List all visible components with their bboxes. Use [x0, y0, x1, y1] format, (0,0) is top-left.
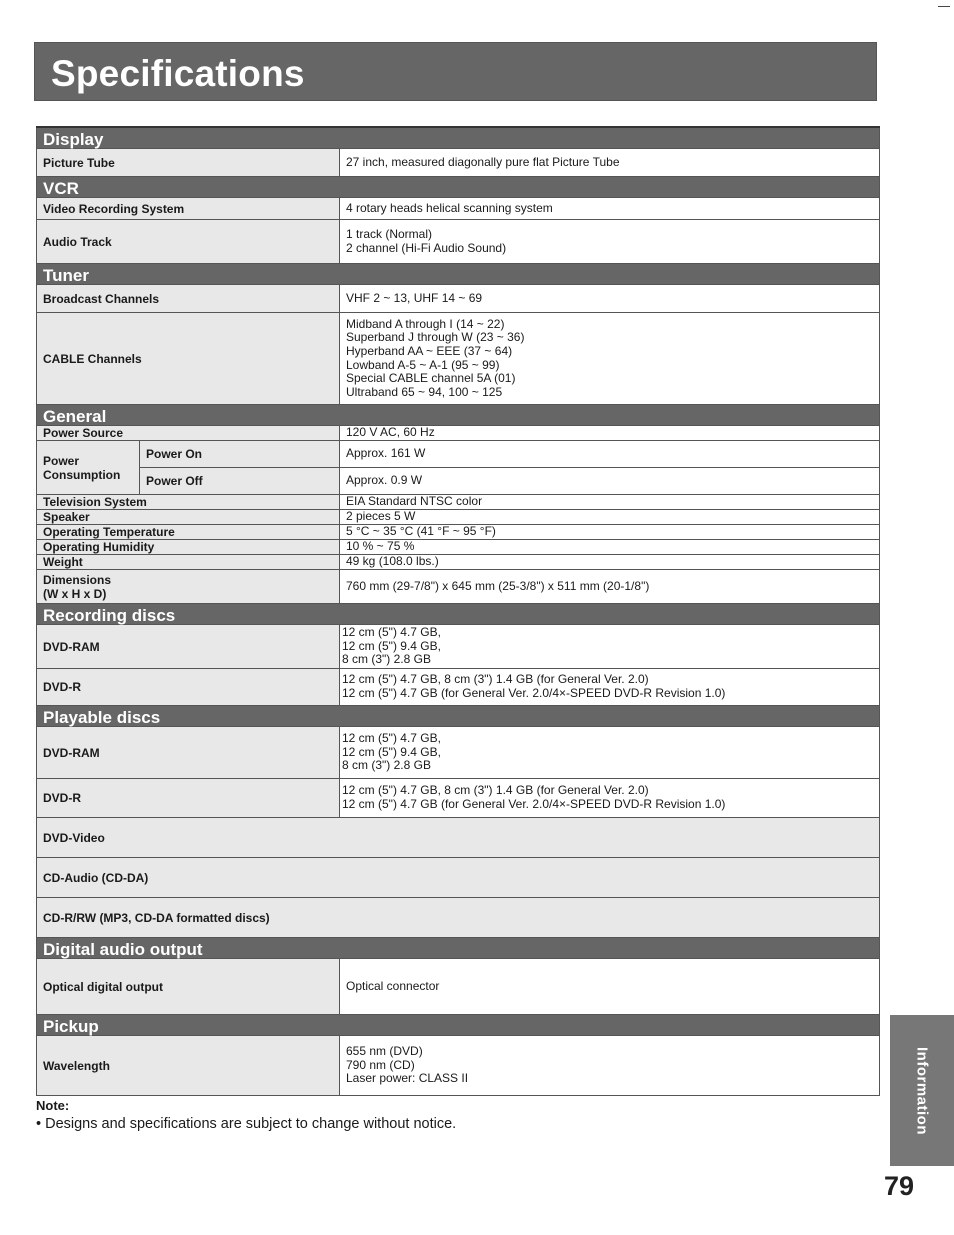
spec-value: 27 inch, measured diagonally pure flat Picture Tube [340, 149, 880, 177]
table-row [37, 818, 880, 858]
note-block [36, 1098, 856, 1133]
value-line: 790 nm (CD) [346, 1057, 415, 1072]
section-tuner [37, 264, 880, 285]
value-line: 12 cm (5") 4.7 GB, [342, 625, 441, 640]
table-row [37, 779, 880, 818]
note-title: Note: [36, 1098, 70, 1113]
spec-value: Optical connector [340, 959, 880, 1015]
table-row [37, 149, 880, 177]
section-heading: Display [37, 127, 880, 149]
table-row [37, 959, 880, 1015]
section-heading: Recording discs [37, 604, 880, 625]
table-row [37, 625, 880, 669]
page-title: Specifications [51, 53, 305, 94]
section-heading: Digital audio output [37, 938, 880, 959]
spec-label: Video Recording System [37, 198, 340, 220]
spec-label: Picture Tube [37, 149, 340, 177]
label-line: Power [43, 453, 80, 468]
spec-value: VHF 2 ~ 13, UHF 14 ~ 69 [340, 285, 880, 313]
value-line: 12 cm (5") 9.4 GB, [342, 638, 441, 653]
value-line: 12 cm (5") 4.7 GB, 8 cm (3") 1.4 GB (for General Ver. 2.0) [342, 672, 649, 687]
spec-value: EIA Standard NTSC color [340, 495, 880, 510]
label-line: Dimensions [43, 572, 112, 587]
table-row [37, 727, 880, 779]
value-line: Lowband A-5 ~ A-1 (95 ~ 99) [346, 357, 500, 372]
spec-label: Audio Track [37, 220, 340, 264]
value-line: 12 cm (5") 4.7 GB (for General Ver. 2.0/4×-SPEED DVD-R Revision 1.0) [342, 797, 726, 811]
table-row [37, 525, 880, 540]
table-row [37, 858, 880, 898]
value-line: 12 cm (5") 4.7 GB (for General Ver. 2.0/4×-SPEED DVD-R Revision 1.0) [342, 686, 726, 700]
title-bar [34, 42, 877, 101]
section-heading: Playable discs [37, 706, 880, 727]
section-digital-audio-output [37, 938, 880, 959]
section-pickup [37, 1015, 880, 1036]
table-row [37, 570, 880, 604]
table-row [37, 441, 880, 468]
crop-mark [938, 0, 950, 7]
page-number: 79 [884, 1171, 915, 1201]
spec-label [37, 570, 340, 604]
table-row [37, 540, 880, 555]
value-line: 655 nm (DVD) [346, 1044, 423, 1059]
spec-value [340, 625, 880, 669]
spec-label: CD-R/RW (MP3, CD-DA formatted discs) [37, 898, 880, 938]
table-row [37, 426, 880, 441]
spec-value [340, 313, 880, 405]
spec-label: Power Source [37, 426, 340, 441]
section-heading: VCR [37, 177, 880, 198]
spec-value [340, 779, 880, 818]
spec-value [340, 220, 880, 264]
specifications-table [36, 126, 880, 1096]
spec-label: Speaker [37, 510, 340, 525]
spec-label: DVD-RAM [37, 625, 340, 669]
spec-label: DVD-R [37, 779, 340, 818]
spec-value [340, 669, 880, 706]
spec-value [340, 727, 880, 779]
spec-value: Approx. 0.9 W [340, 468, 880, 495]
spec-value: 120 V AC, 60 Hz [340, 426, 880, 441]
section-general [37, 405, 880, 426]
value-line: Laser power: CLASS II [346, 1071, 469, 1086]
value-line: 12 cm (5") 4.7 GB, [342, 731, 441, 746]
spec-label: Operating Humidity [37, 540, 340, 555]
spec-value: 10 % ~ 75 % [340, 540, 880, 555]
spec-value: 5 °C ~ 35 °C (41 °F ~ 95 °F) [340, 525, 880, 540]
spec-label: DVD-Video [37, 818, 880, 858]
spec-label: CD-Audio (CD-DA) [37, 858, 880, 898]
table-row [37, 198, 880, 220]
value-line: Midband A through I (14 ~ 22) [346, 316, 505, 331]
spec-label: CABLE Channels [37, 313, 340, 405]
spec-label: Television System [37, 495, 340, 510]
section-display [37, 127, 880, 149]
spec-sublabel: Power On [140, 441, 340, 468]
section-heading: Tuner [37, 264, 880, 285]
value-line: Ultraband 65 ~ 94, 100 ~ 125 [346, 384, 503, 399]
value-line: Superband J through W (23 ~ 36) [346, 330, 525, 345]
table-row [37, 898, 880, 938]
value-line: Special CABLE channel 5A (01) [346, 371, 516, 386]
value-line: 1 track (Normal) [346, 226, 433, 241]
section-playable-discs [37, 706, 880, 727]
spec-sublabel: Power Off [140, 468, 340, 495]
value-line: 2 channel (Hi-Fi Audio Sound) [346, 240, 507, 255]
side-tab-label: Information [913, 1046, 931, 1135]
spec-value: 760 mm (29-7/8") x 645 mm (25-3/8") x 511 mm (20-1/8") [340, 570, 880, 604]
value-line: Hyperband AA ~ EEE (37 ~ 64) [346, 343, 513, 358]
spec-label: DVD-RAM [37, 727, 340, 779]
table-row [37, 669, 880, 706]
value-line: 12 cm (5") 9.4 GB, [342, 744, 441, 759]
spec-label: Wavelength [37, 1036, 340, 1096]
value-line: 8 cm (3") 2.8 GB [342, 652, 431, 667]
spec-label: Broadcast Channels [37, 285, 340, 313]
spec-label: Operating Temperature [37, 525, 340, 540]
spec-label [37, 441, 140, 495]
section-heading: Pickup [37, 1015, 880, 1036]
section-recording-discs [37, 604, 880, 625]
table-row [37, 285, 880, 313]
table-row [37, 1036, 880, 1096]
note-text: • Designs and specifications are subject to change without notice. [36, 1116, 457, 1132]
spec-label: DVD-R [37, 669, 340, 706]
section-heading: General [37, 405, 880, 426]
table-row [37, 510, 880, 525]
spec-value [340, 1036, 880, 1096]
table-row [37, 468, 880, 495]
table-row [37, 495, 880, 510]
spec-value: 2 pieces 5 W [340, 510, 880, 525]
value-line: 8 cm (3") 2.8 GB [342, 758, 431, 773]
spec-label: Weight [37, 555, 340, 570]
table-row [37, 555, 880, 570]
spec-value: 4 rotary heads helical scanning system [340, 198, 880, 220]
table-row [37, 313, 880, 405]
side-tab-information [890, 1015, 954, 1166]
table-row [37, 220, 880, 264]
spec-value: Approx. 161 W [340, 441, 880, 468]
spec-label: Optical digital output [37, 959, 340, 1015]
spec-value: 49 kg (108.0 lbs.) [340, 555, 880, 570]
section-vcr [37, 177, 880, 198]
value-line: 12 cm (5") 4.7 GB, 8 cm (3") 1.4 GB (for General Ver. 2.0) [342, 783, 649, 798]
label-line: (W x H x D) [43, 586, 107, 601]
label-line: Consumption [43, 467, 121, 482]
